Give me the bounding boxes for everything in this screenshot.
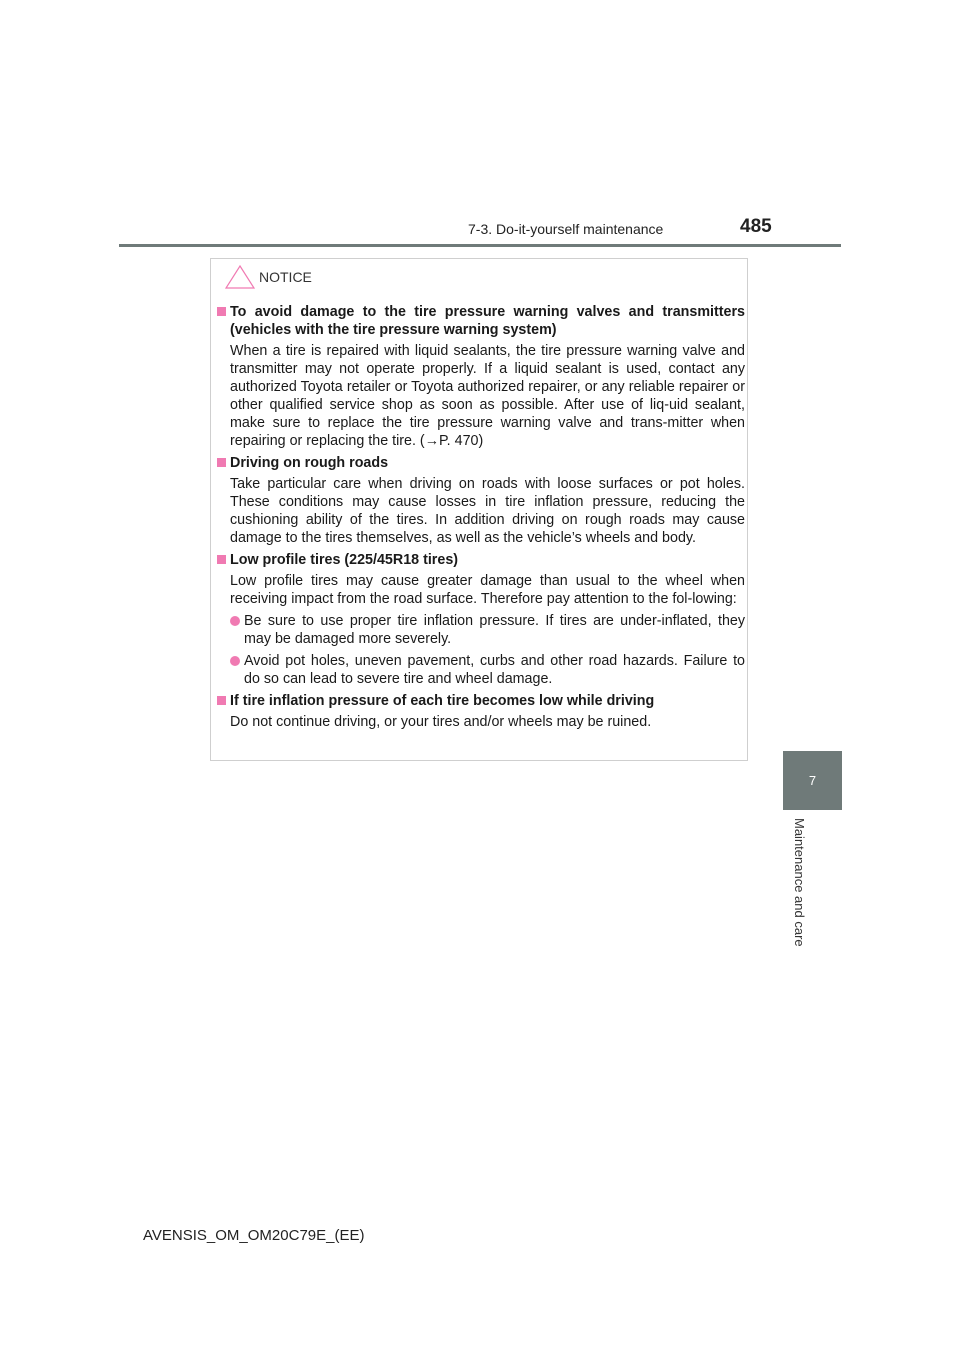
notice-item-title: Driving on rough roads [217, 454, 745, 472]
notice-item [217, 303, 745, 450]
notice-header [225, 265, 312, 289]
page-number: 485 [740, 216, 772, 237]
square-bullet-icon [217, 307, 226, 316]
notice-item-title: If tire inflation pressure of each tire becomes low while driving [217, 692, 745, 710]
header-section-title: 7-3. Do-it-yourself maintenance [468, 221, 664, 237]
chapter-label: Maintenance and care [792, 818, 807, 947]
notice-item-text: Low profile tires may cause greater damage than usual to the wheel when receiving impact from the road surface. Therefore pay attention to the fol-lowing: [230, 573, 745, 607]
round-bullet-icon [230, 656, 240, 666]
chapter-tab [783, 751, 842, 810]
notice-item [217, 692, 745, 731]
notice-item-text: Take particular care when driving on roads with loose surfaces or pot holes. These conditions may cause losses in tire inflation pressure, reducing the cushioning ability of the tires. In addition driving on rough roads may cause damage to the tires themselves, as well as the vehicle’s wheels and body. [230, 476, 745, 546]
notice-item-text: When a tire is repaired with liquid sealants, the tire pressure warning valve and transmitter may not operate properly. If a liquid sealant is used, contact any authorized Toyota retailer or Toyota authorized repairer, or any reliable repairer or other qualified service shop as soon as possible. After use of liq-uid sealant, make sure to replace the tire pressure warning valve and trans-mitter when repairing or replacing the tire. (→P. 470) [230, 343, 745, 449]
square-bullet-icon [217, 458, 226, 467]
document-code: AVENSIS_OM_OM20C79E_(EE) [143, 1227, 365, 1244]
notice-item-text: Do not continue driving, or your tires and/or wheels may be ruined. [230, 714, 652, 730]
notice-item-title: Low profile tires (225/45R18 tires) [217, 551, 745, 569]
notice-box [210, 258, 748, 761]
chapter-number: 7 [808, 773, 817, 788]
notice-item [217, 551, 745, 688]
notice-body [217, 303, 745, 735]
warning-triangle-icon [225, 265, 255, 289]
header-rule [119, 244, 841, 247]
notice-label: NOTICE [259, 269, 312, 285]
square-bullet-icon [217, 696, 226, 705]
bullet-point: Avoid pot holes, uneven pavement, curbs and other road hazards. Failure to do so can lead to severe tire and wheel damage. [217, 652, 745, 688]
bullet-point: Be sure to use proper tire inflation pressure. If tires are under-inflated, they may be damaged more severely. [217, 612, 745, 648]
round-bullet-icon [230, 616, 240, 626]
notice-item-title: To avoid damage to the tire pressure warning valves and transmitters (vehicles with the tire pressure warning system) [217, 303, 745, 339]
notice-item [217, 454, 745, 547]
square-bullet-icon [217, 555, 226, 564]
